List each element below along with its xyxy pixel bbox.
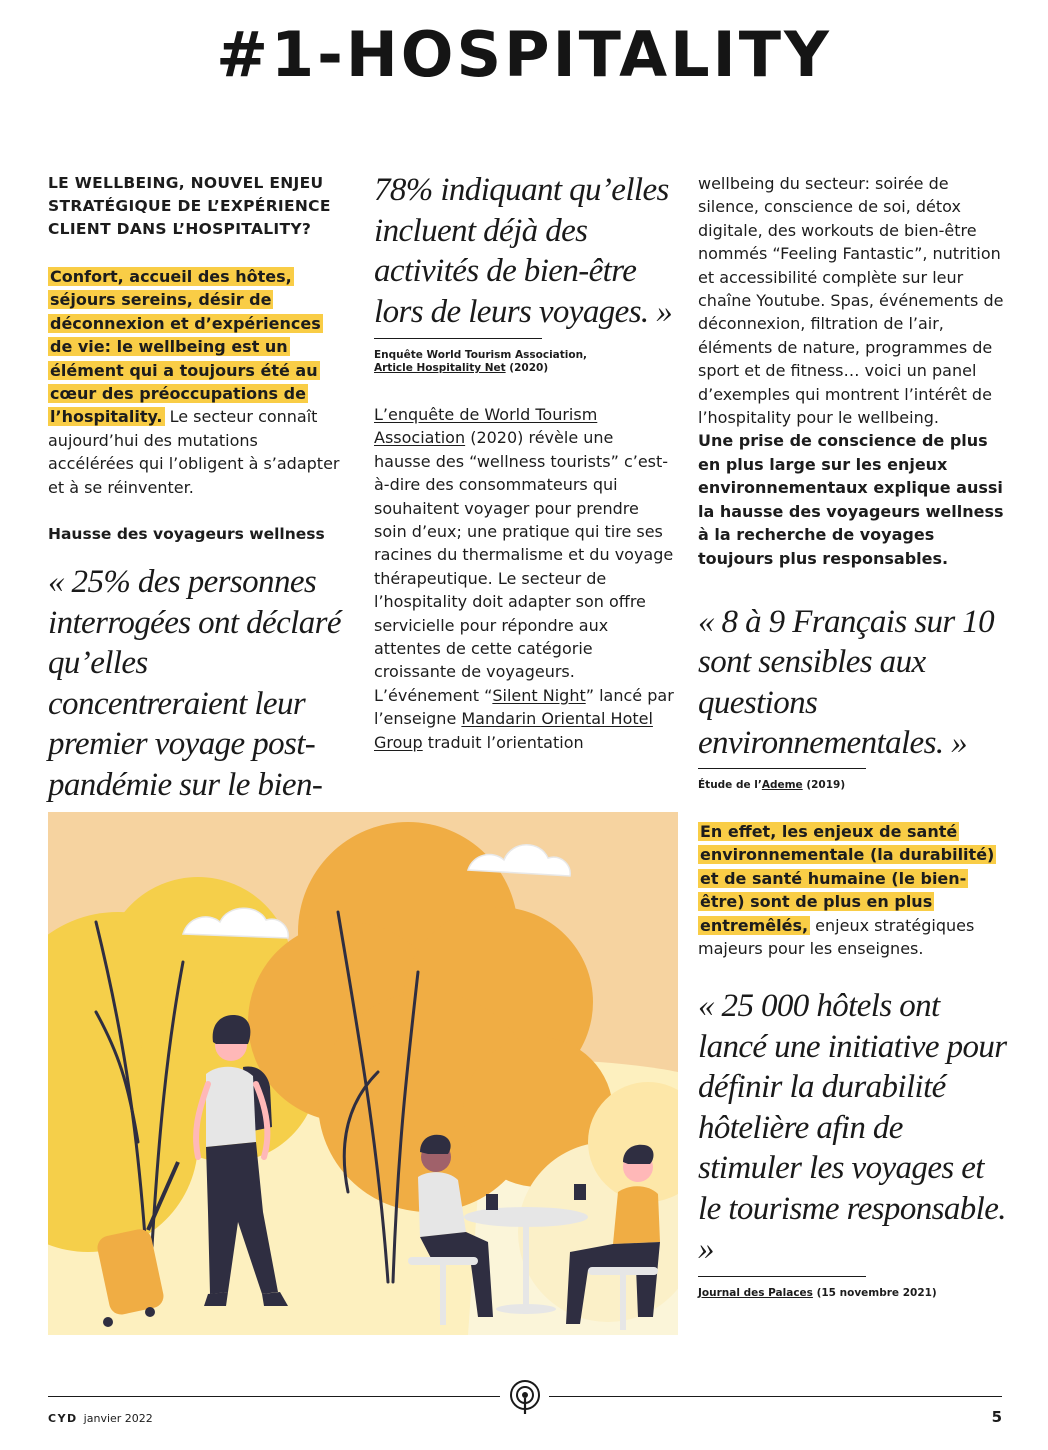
body-paragraph-3: wellbeing du secteur: soirée de silence, conscience de soi, détox digitale, des workouts de bien-être nommés “Feeling Fantastic”, nutrition et accessibilité complète sur leur chaîne Youtube. Spas, événements de déconnexion, filtration de l’air, éléments de nature, programmes de sport et de fitness… voici un panel d’exemples qui montrent l’intérêt de l’hospitality pour le wellbeing. <box>698 174 1004 428</box>
quote-2-source <box>698 779 1010 792</box>
subheading: Hausse des voyageurs wellness <box>48 525 325 544</box>
intro-highlight: Confort, accueil des hôtes, séjours sereins, désir de déconnexion et d’expériences de vie: le wellbeing est un élément qui a toujours été au cœur des préoccupations de l’hospitality. <box>50 267 321 427</box>
source-text: Enquête World Tourism Association, <box>374 349 588 361</box>
footer-rule <box>48 1396 500 1397</box>
quote-rule <box>698 768 866 769</box>
quote-1-end: 78% indiquant qu’elles incluent déjà des activités de bien-être lors de leurs voyages. » <box>374 172 673 330</box>
quote-rule <box>698 1276 866 1277</box>
intro-rest: Le secteur connaît aujourd’hui des mutations accélérées qui l’obligent à s’adapter et à se réinventer. <box>48 407 340 497</box>
link-mandarin-oriental[interactable]: Mandarin Oriental Hotel Group <box>374 709 653 752</box>
health-highlight: En effet, les enjeux de santé environnementale (la durabilité) et de santé humaine (le bien-être) sont de plus en plus entremêlés, <box>700 821 995 935</box>
body-paragraph-2 <box>374 403 674 754</box>
body-text: (2020) révèle une hausse des “wellness tourists” c’est-à-dire des consommateurs qui souhaitent voyager pour prendre soin d’eux; une pratique qui tire ses racines du thermalisme et du voyage thérapeutique. Le secteur de l’hospitality doit adapter son offre servicielle pour répondre aux attentes de cette catégorie croissante de voyageurs. L’événement “ <box>374 428 674 705</box>
footer-brand: CYD <box>48 1412 78 1425</box>
source-link-ademe[interactable]: Ademe <box>761 778 803 791</box>
cyd-logo-icon <box>506 1378 544 1416</box>
intro-paragraph <box>48 265 348 499</box>
footer-meta <box>48 1412 153 1426</box>
source-text: Étude de l’ <box>698 778 762 791</box>
quote-3-source <box>698 1287 1010 1300</box>
quote-1-start: « 25% des personnes interrogées ont déclaré qu’elles concentreraient leur premier voyage post-pandémie sur le bien- <box>48 564 341 803</box>
quote-1-source <box>374 349 674 375</box>
page-title: #1-HOSPITALITY <box>216 18 832 91</box>
people-travel-cafe-illustration <box>48 812 678 1335</box>
column-3 <box>698 172 1010 1300</box>
column-2 <box>374 172 674 754</box>
quote-2: « 8 à 9 Français sur 10 sont sensibles aux questions environnementales. » <box>698 603 995 762</box>
quote-rule <box>374 338 542 339</box>
body-bold-paragraph: Une prise de conscience de plus en plus large sur les enjeux environnementaux explique aussi la hausse des voyageurs wellness à la recherche de voyages toujours plus responsables. <box>698 431 1004 568</box>
column-1 <box>48 172 348 846</box>
body-text: ” lancé par l’enseigne <box>374 685 674 729</box>
source-year: (2020) <box>505 362 549 374</box>
link-silent-night[interactable]: Silent Night <box>492 685 586 705</box>
source-link-journal-palaces[interactable]: Journal des Palaces <box>698 1286 813 1299</box>
footer-date: janvier 2022 <box>83 1412 153 1425</box>
health-rest: enjeux stratégiques majeurs pour les enseignes. <box>698 915 975 958</box>
source-year: (2019) <box>802 778 846 791</box>
section-heading: LE WELLBEING, NOUVEL ENJEU STRATÉGIQUE DE L’EXPÉRIENCE CLIENT DANS L’HOSPITALITY? <box>48 174 331 238</box>
page-number: 5 <box>991 1408 1002 1426</box>
source-link-hospitality-net[interactable]: Article Hospitality Net <box>374 362 506 374</box>
health-paragraph <box>698 820 1010 960</box>
footer-rule <box>549 1396 1002 1397</box>
source-date: (15 novembre 2021) <box>812 1286 937 1299</box>
body-text: traduit l’orientation <box>422 732 584 752</box>
link-world-tourism[interactable]: L’enquête de World Tourism Association <box>374 405 598 448</box>
quote-3: « 25 000 hôtels ont lancé une initiative pour définir la durabilité hôtelière afin de stimuler les voyages et le tourisme responsable. » <box>698 988 1007 1268</box>
